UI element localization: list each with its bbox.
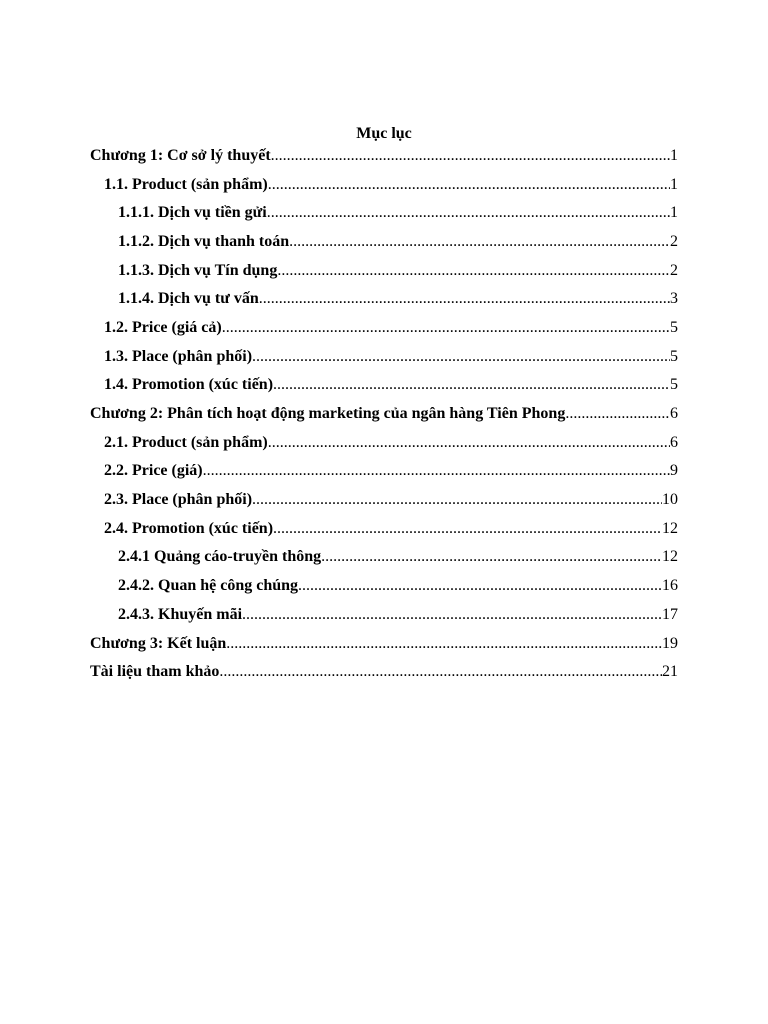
toc-entry[interactable] [90,604,678,633]
toc-entry[interactable] [90,346,678,375]
toc-entry-title[interactable]: Chương 2: Phân tích hoạt động marketing của ngân hàng Tiên Phong [90,405,566,422]
toc-entry-title[interactable]: 1.1.3. Dịch vụ Tín dụng [118,261,278,279]
toc-entry-page-number: 5 [670,347,678,365]
toc-entry-title[interactable]: 1.3. Place (phân phối) [104,347,253,365]
toc-entry-page-number: 19 [662,634,678,652]
toc-leader-dots [226,633,662,655]
toc-entry-title[interactable]: 1.2. Price (giá cả) [104,318,222,336]
toc-entry-title[interactable]: Tài liệu tham khảo [90,663,220,681]
toc-entry[interactable] [90,575,678,604]
toc-title: Mục lục [356,125,412,142]
toc-entry[interactable] [90,546,678,575]
toc-entry-title[interactable]: 1.1.1. Dịch vụ tiền gửi [118,204,267,222]
toc-entry-title[interactable]: 2.4. Promotion (xúc tiến) [104,519,274,537]
toc-leader-dots [222,317,670,339]
toc-entry-page-number: 6 [670,433,678,451]
toc-entry[interactable] [90,489,678,518]
toc-leader-dots [252,346,670,368]
toc-entry-page-number: 10 [662,491,678,509]
toc-entry-page-number: 2 [670,232,678,250]
toc-entry-page-number: 6 [670,405,678,422]
toc-entry-page-number: 2 [670,261,678,279]
toc-leader-dots [277,260,670,282]
toc-entry[interactable] [90,403,678,432]
toc-leader-dots [267,202,670,224]
toc-entry[interactable] [90,633,678,662]
toc-entry[interactable] [90,174,678,203]
toc-entry[interactable] [90,145,678,174]
toc-entry[interactable] [90,317,678,346]
toc-entry-title[interactable]: 1.1.2. Dịch vụ thanh toán [118,232,290,250]
table-of-contents [90,145,678,690]
toc-entry[interactable] [90,374,678,403]
toc-entry-title[interactable]: 1.1. Product (sản phẩm) [104,175,268,193]
toc-leader-dots [268,174,670,196]
toc-leader-dots [268,432,670,454]
toc-entry-page-number: 5 [670,376,678,394]
toc-entry[interactable] [90,288,678,317]
toc-entry-title[interactable]: Chương 1: Cơ sở lý thuyết [90,147,271,164]
toc-entry-page-number: 1 [670,147,678,164]
toc-leader-dots [259,288,670,310]
toc-leader-dots [219,661,662,683]
toc-entry-title[interactable]: 1.4. Promotion (xúc tiến) [104,376,274,394]
toc-leader-dots [321,546,662,568]
toc-entry-page-number: 17 [662,605,678,623]
toc-entry[interactable] [90,460,678,489]
toc-entry-page-number: 21 [662,663,678,681]
toc-entry[interactable] [90,432,678,461]
toc-leader-dots [252,489,662,511]
toc-entry-title[interactable]: 2.4.1 Quảng cáo-truyền thông [118,548,322,566]
toc-entry-title[interactable]: 1.1.4. Dịch vụ tư vấn [118,290,259,308]
toc-leader-dots [242,604,662,626]
toc-entry-page-number: 12 [662,519,678,537]
toc-entry-title[interactable]: 2.3. Place (phân phối) [104,491,253,509]
toc-leader-dots [273,518,662,540]
toc-entry-page-number: 9 [670,462,678,480]
toc-entry-page-number: 1 [670,204,678,222]
toc-entry-title[interactable]: 2.4.3. Khuyến mãi [118,605,243,623]
toc-entry-page-number: 1 [670,175,678,193]
toc-leader-dots [203,460,670,482]
toc-entry-title[interactable]: Chương 3: Kết luận [90,634,227,652]
toc-entry-page-number: 16 [662,577,678,595]
toc-entry[interactable] [90,518,678,547]
toc-entry[interactable] [90,231,678,260]
toc-leader-dots [565,403,670,425]
toc-entry-title[interactable]: 2.1. Product (sản phẩm) [104,433,268,451]
toc-leader-dots [273,374,670,396]
toc-entry-page-number: 12 [662,548,678,566]
toc-entry-page-number: 5 [670,318,678,336]
toc-entry[interactable] [90,202,678,231]
toc-leader-dots [289,231,670,253]
toc-entry-page-number: 3 [670,290,678,308]
toc-entry[interactable] [90,661,678,690]
toc-entry-title[interactable]: 2.4.2. Quan hệ công chúng [118,577,299,595]
toc-leader-dots [298,575,662,597]
toc-entry-title[interactable]: 2.2. Price (giá) [104,462,203,480]
toc-entry[interactable] [90,260,678,289]
toc-leader-dots [271,145,670,167]
